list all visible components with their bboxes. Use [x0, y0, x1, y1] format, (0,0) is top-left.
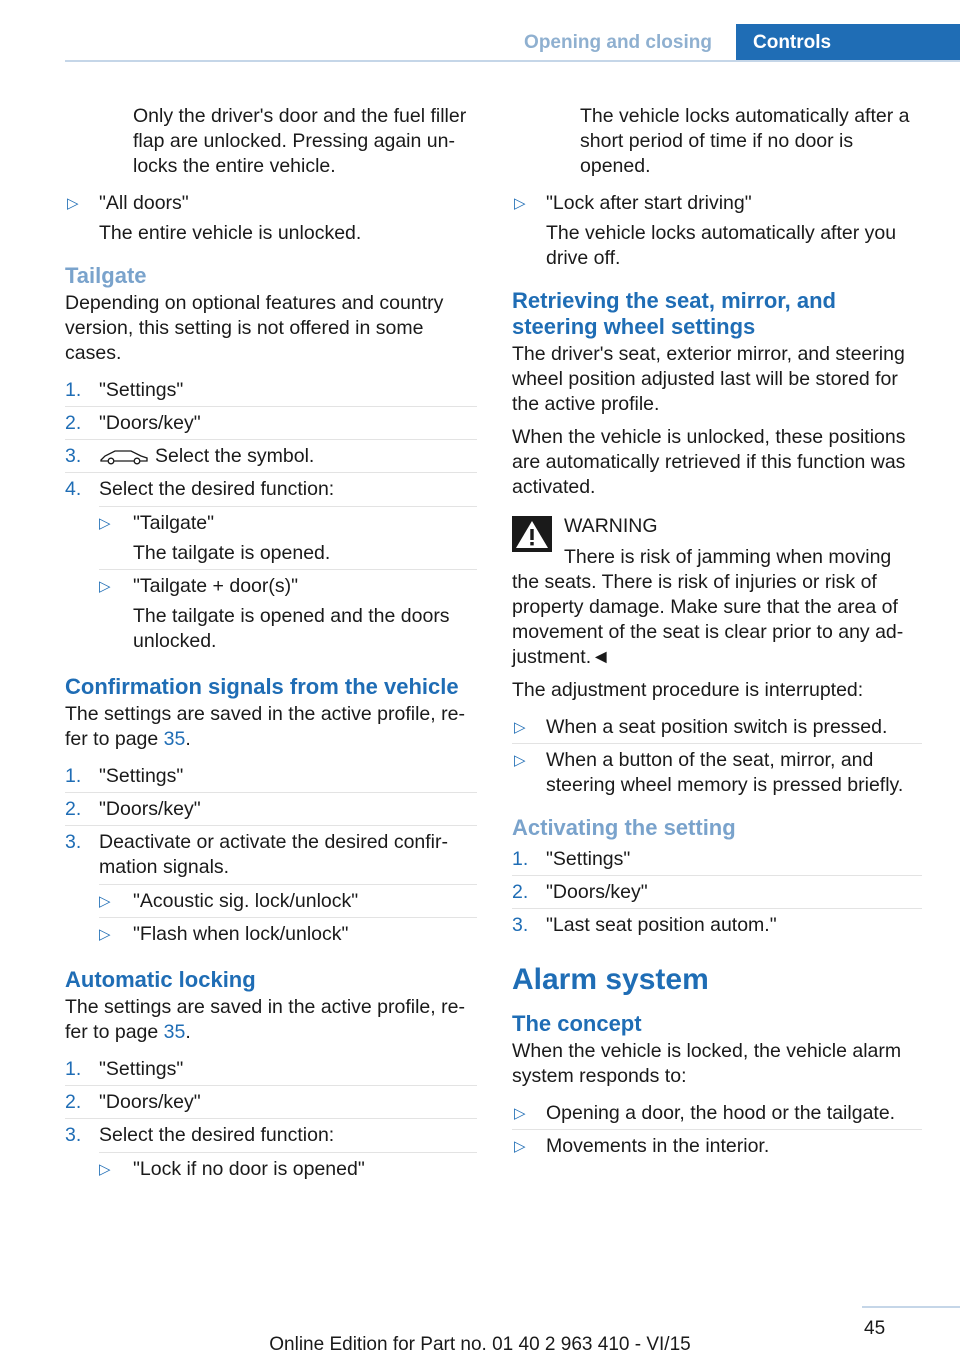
step-number: 3.	[512, 914, 529, 936]
page-number: 45	[864, 1318, 886, 1339]
autolock-text-body: The settings are saved in the active profile, re-fer to page	[65, 996, 465, 1043]
list-text: Opening a door, the hood or the tailgate.	[546, 1102, 896, 1124]
step-number: 1.	[65, 765, 82, 787]
confirmation-text	[65, 702, 477, 752]
list-item	[65, 792, 477, 825]
step-text: "Doors/key"	[546, 881, 648, 903]
triangle-bullet-icon: ▷	[67, 195, 79, 212]
triangle-bullet-icon: ▷	[514, 719, 526, 736]
option-desc: The vehicle locks automatically after you drive off.	[546, 222, 897, 269]
autolock-steps	[65, 1053, 477, 1188]
list-item	[99, 506, 477, 569]
interrupt-text: The adjustment procedure is interrupted:	[512, 679, 864, 701]
triangle-bullet-icon: ▷	[99, 1161, 111, 1178]
step-number: 2.	[65, 798, 82, 820]
tailgate-steps	[65, 374, 477, 660]
header-section-title: Opening and closing	[524, 32, 712, 53]
list-item	[65, 187, 477, 249]
step-number: 3.	[65, 1124, 82, 1146]
list-item	[512, 1129, 922, 1162]
option-label: "Tailgate + door(s)"	[133, 575, 299, 597]
triangle-bullet-icon: ▷	[99, 926, 111, 943]
step-number: 4.	[65, 478, 82, 500]
intro-text: Only the driver's door and the fuel filler flap are unlocked. Pressing again un-locks the entire vehicle.	[133, 105, 467, 177]
triangle-bullet-icon: ▷	[99, 893, 111, 910]
step-number: 1.	[65, 379, 82, 401]
list-item	[65, 1053, 477, 1085]
alarm-system-heading: Alarm system	[512, 963, 709, 996]
list-item	[99, 1152, 477, 1185]
alarm-text: When the vehicle is locked, the vehicle alarm system responds to:	[512, 1040, 902, 1087]
list-item	[65, 825, 477, 953]
punctuation: .	[185, 728, 191, 750]
tailgate-heading: Tailgate	[65, 263, 147, 288]
option-desc: The tailgate is opened.	[133, 542, 331, 564]
list-item	[512, 843, 922, 875]
triangle-bullet-icon: ▷	[514, 1138, 526, 1155]
list-item	[512, 711, 922, 743]
list-item	[65, 1085, 477, 1118]
retrieve-p1: The driver's seat, exterior mirror, and steering wheel position adjusted last will be stored for the active profile.	[512, 343, 905, 415]
option-label: "Tailgate"	[133, 512, 215, 534]
list-item	[65, 374, 477, 406]
concept-heading: The concept	[512, 1011, 642, 1036]
step-text: "Last seat position autom."	[546, 914, 777, 936]
step-text: Select the symbol.	[155, 445, 315, 467]
list-item	[512, 908, 922, 941]
list-item	[99, 569, 477, 657]
confirmation-steps	[65, 760, 477, 953]
page-link[interactable]: 35	[163, 1021, 186, 1043]
option-desc: The entire vehicle is unlocked.	[99, 222, 362, 244]
left-column	[65, 104, 477, 1188]
car-tailgate-icon	[99, 446, 149, 466]
step-text: "Doors/key"	[99, 1091, 201, 1113]
list-text: When a seat position switch is pressed.	[546, 716, 888, 738]
list-item	[65, 760, 477, 792]
step-number: 2.	[65, 412, 82, 434]
right-column	[512, 104, 922, 1162]
step-text: "Doors/key"	[99, 798, 201, 820]
triangle-bullet-icon: ▷	[99, 578, 111, 595]
list-item	[99, 884, 477, 917]
step-number: 1.	[512, 848, 529, 870]
warning-box	[512, 508, 922, 670]
footer-edition: Online Edition for Part no. 01 40 2 963 410 - VI/15	[269, 1334, 691, 1355]
list-item	[512, 743, 922, 801]
header-chapter-tab[interactable]: Controls	[736, 24, 960, 62]
tailgate-text: Depending on optional features and country version, this setting is not offered in some cases.	[65, 292, 444, 364]
step-text: Select the desired function:	[99, 478, 335, 500]
warning-triangle-icon	[512, 516, 552, 552]
step-text: "Settings"	[99, 379, 184, 401]
activating-steps	[512, 843, 922, 941]
footer-divider	[862, 1306, 960, 1308]
confirmation-text-body: The settings are saved in the active profile, re-fer to page	[65, 703, 465, 750]
list-item	[65, 406, 477, 439]
tailgate-options	[99, 506, 477, 657]
step-number: 3.	[65, 831, 82, 853]
step-text: "Settings"	[99, 1058, 184, 1080]
triangle-bullet-icon: ▷	[99, 515, 111, 532]
list-text: Movements in the interior.	[546, 1135, 770, 1157]
page-link[interactable]: 35	[163, 728, 186, 750]
step-text: "Doors/key"	[99, 412, 201, 434]
retrieve-heading: Retrieving the seat, mirror, and steering wheel settings	[512, 288, 836, 339]
step-number: 3.	[65, 445, 82, 467]
confirmation-heading: Confirmation signals from the vehicle	[65, 674, 459, 699]
punctuation: .	[185, 1021, 191, 1043]
step-text: Deactivate or activate the desired confir-mation signals.	[99, 831, 449, 878]
lock-desc: The vehicle locks automatically after a short period of time if no door is opened.	[580, 105, 910, 177]
confirmation-options	[99, 884, 477, 950]
alarm-list	[512, 1097, 922, 1162]
option-label: "All doors"	[99, 192, 189, 214]
warning-text-body: There is risk of jamming when moving the seats. There is risk of injuries or risk of property damage. Make sure that the area of movement of the seat is clear prior to any ad-justment.◄	[512, 546, 904, 668]
activating-heading: Activating the setting	[512, 815, 736, 840]
retrieve-p2: When the vehicle is unlocked, these positions are automatically retrieved if this function was activated.	[512, 426, 906, 498]
step-text: "Settings"	[99, 765, 184, 787]
list-item	[512, 187, 922, 274]
list-item	[99, 917, 477, 950]
triangle-bullet-icon: ▷	[514, 1105, 526, 1122]
option-label: "Lock after start driving"	[546, 192, 752, 214]
triangle-bullet-icon: ▷	[514, 195, 526, 212]
step-number: 1.	[65, 1058, 82, 1080]
step-number: 2.	[65, 1091, 82, 1113]
automatic-locking-heading: Automatic locking	[65, 967, 256, 992]
interrupt-list	[512, 711, 922, 801]
lock-drive-list	[512, 187, 922, 274]
warning-title: WARNING	[564, 515, 658, 537]
step-text: Select the desired function:	[99, 1124, 335, 1146]
all-doors-list	[65, 187, 477, 249]
autolock-text	[65, 995, 477, 1045]
header-divider	[65, 60, 960, 62]
step-number: 2.	[512, 881, 529, 903]
option-label: "Acoustic sig. lock/unlock"	[133, 890, 359, 912]
step-text: "Settings"	[546, 848, 631, 870]
list-item	[512, 875, 922, 908]
warning-text	[512, 545, 922, 670]
autolock-options	[99, 1152, 477, 1185]
list-item	[65, 1118, 477, 1188]
option-label: "Flash when lock/unlock"	[133, 923, 349, 945]
option-label: "Lock if no door is opened"	[133, 1158, 365, 1180]
list-item	[65, 439, 477, 472]
option-desc: The tailgate is opened and the doors unlocked.	[133, 605, 450, 652]
triangle-bullet-icon: ▷	[514, 752, 526, 769]
list-item	[65, 472, 477, 660]
list-text: When a button of the seat, mirror, and steering wheel memory is pressed briefly.	[546, 749, 904, 796]
list-item	[512, 1097, 922, 1129]
